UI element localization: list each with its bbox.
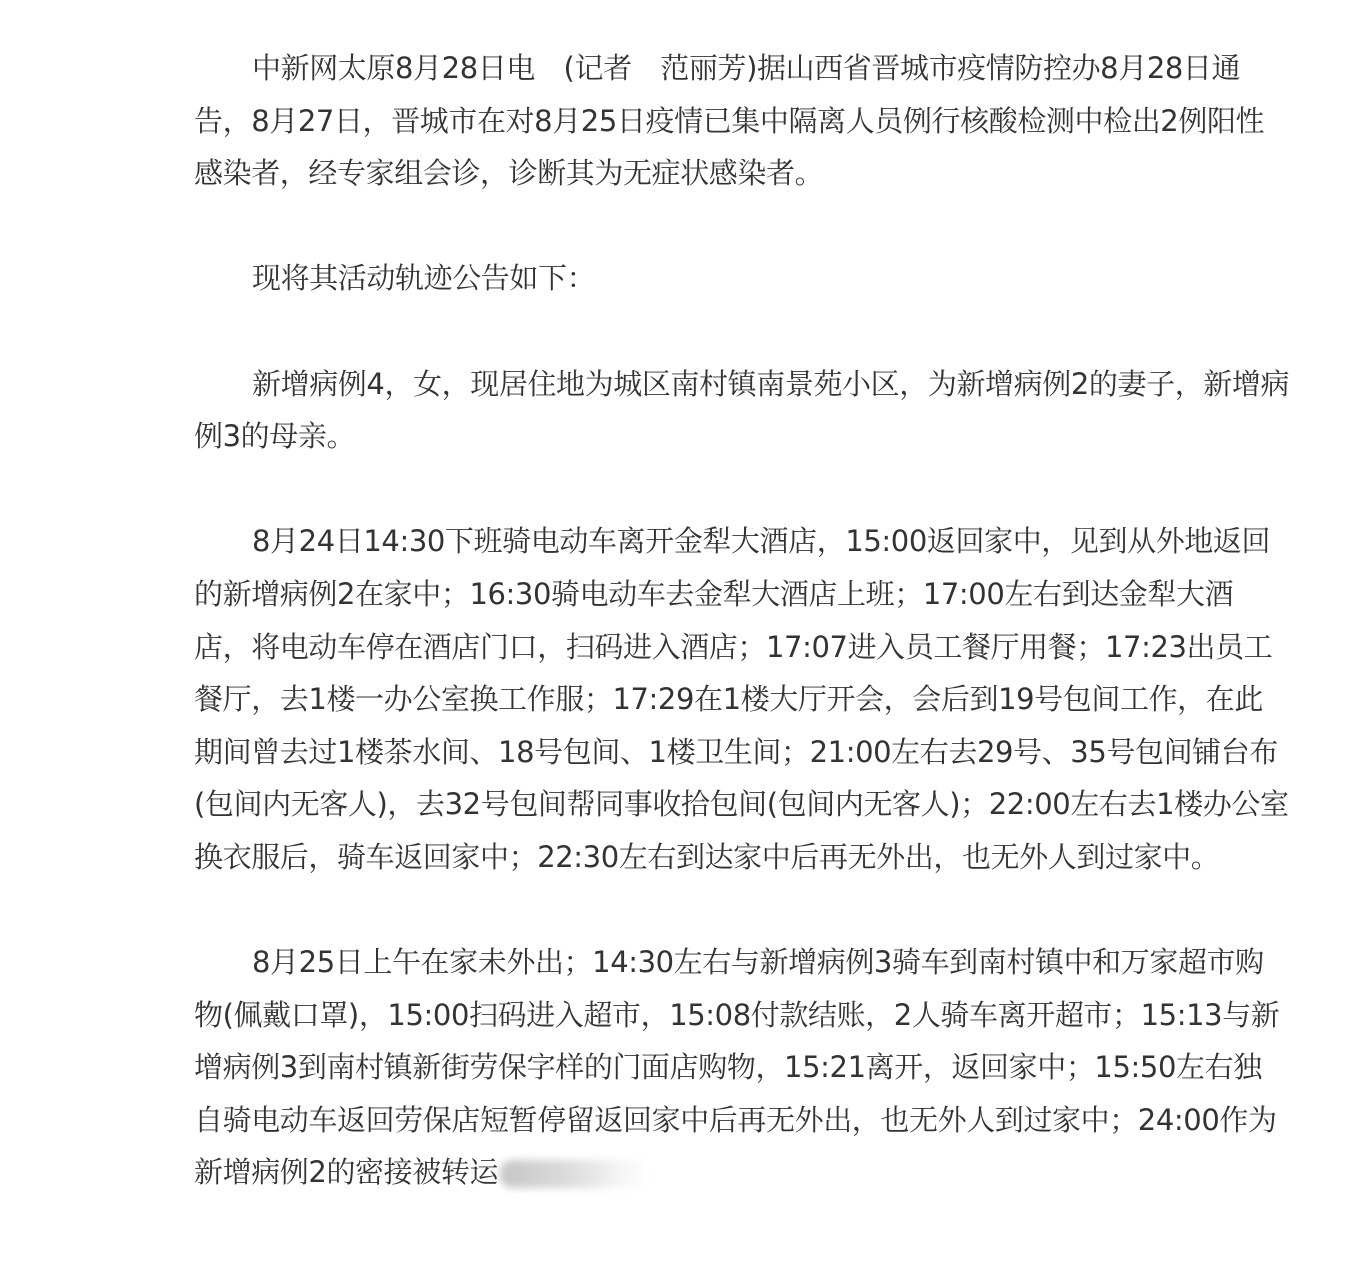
paragraph-aug25-trajectory [194,936,1290,1199]
paragraph-aug25-text: 8月25日上午在家未外出；14:30左右与新增病例3骑车到南村镇中和万家超市购物(佩戴口罩)，15:00扫码进入超市，15:08付款结账，2人骑车离开超市；15:13与新增病例3到南村镇新街劳保字样的门面店购物，15:21离开，返回家中；15:50左右独自骑电动车返回劳保店短暂停留返回家中后再无外出，也无外人到过家中；24:00作为新增病例2的密接被转运 [194,945,1280,1190]
blurred-text-region [500,1160,650,1188]
paragraph-aug24-trajectory: 8月24日14:30下班骑电动车离开金犁大酒店，15:00返回家中，见到从外地返回的新增病例2在家中；16:30骑电动车去金犁大酒店上班；17:00左右到达金犁大酒店，将电动车停在酒店门口，扫码进入酒店；17:07进入员工餐厅用餐；17:23出员工餐厅，去1楼一办公室换工作服；17:29在1楼大厅开会，会后到19号包间工作，在此期间曾去过1楼茶水间、18号包间、1楼卫生间；21:00左右去29号、35号包间铺台布(包间内无客人)，去32号包间帮同事收拾包间(包间内无客人)；22:00左右去1楼办公室换衣服后，骑车返回家中；22:30左右到达家中后再无外出，也无外人到过家中。 [194,524,1289,874]
article-body [194,42,1290,1199]
paragraph-intro: 中新网太原8月28日电 (记者 范丽芳)据山西省晋城市疫情防控办8月28日通告，8月27日，晋城市在对8月25日疫情已集中隔离人员例行核酸检测中检出2例阳性感染者，经专家组会诊，诊断其为无症状感染者。 [194,51,1265,191]
paragraph-case-info: 新增病例4，女，现居住地为城区南村镇南景苑小区，为新增病例2的妻子，新增病例3的母亲。 [194,366,1290,454]
paragraph-announcement: 现将其活动轨迹公告如下： [252,261,596,296]
